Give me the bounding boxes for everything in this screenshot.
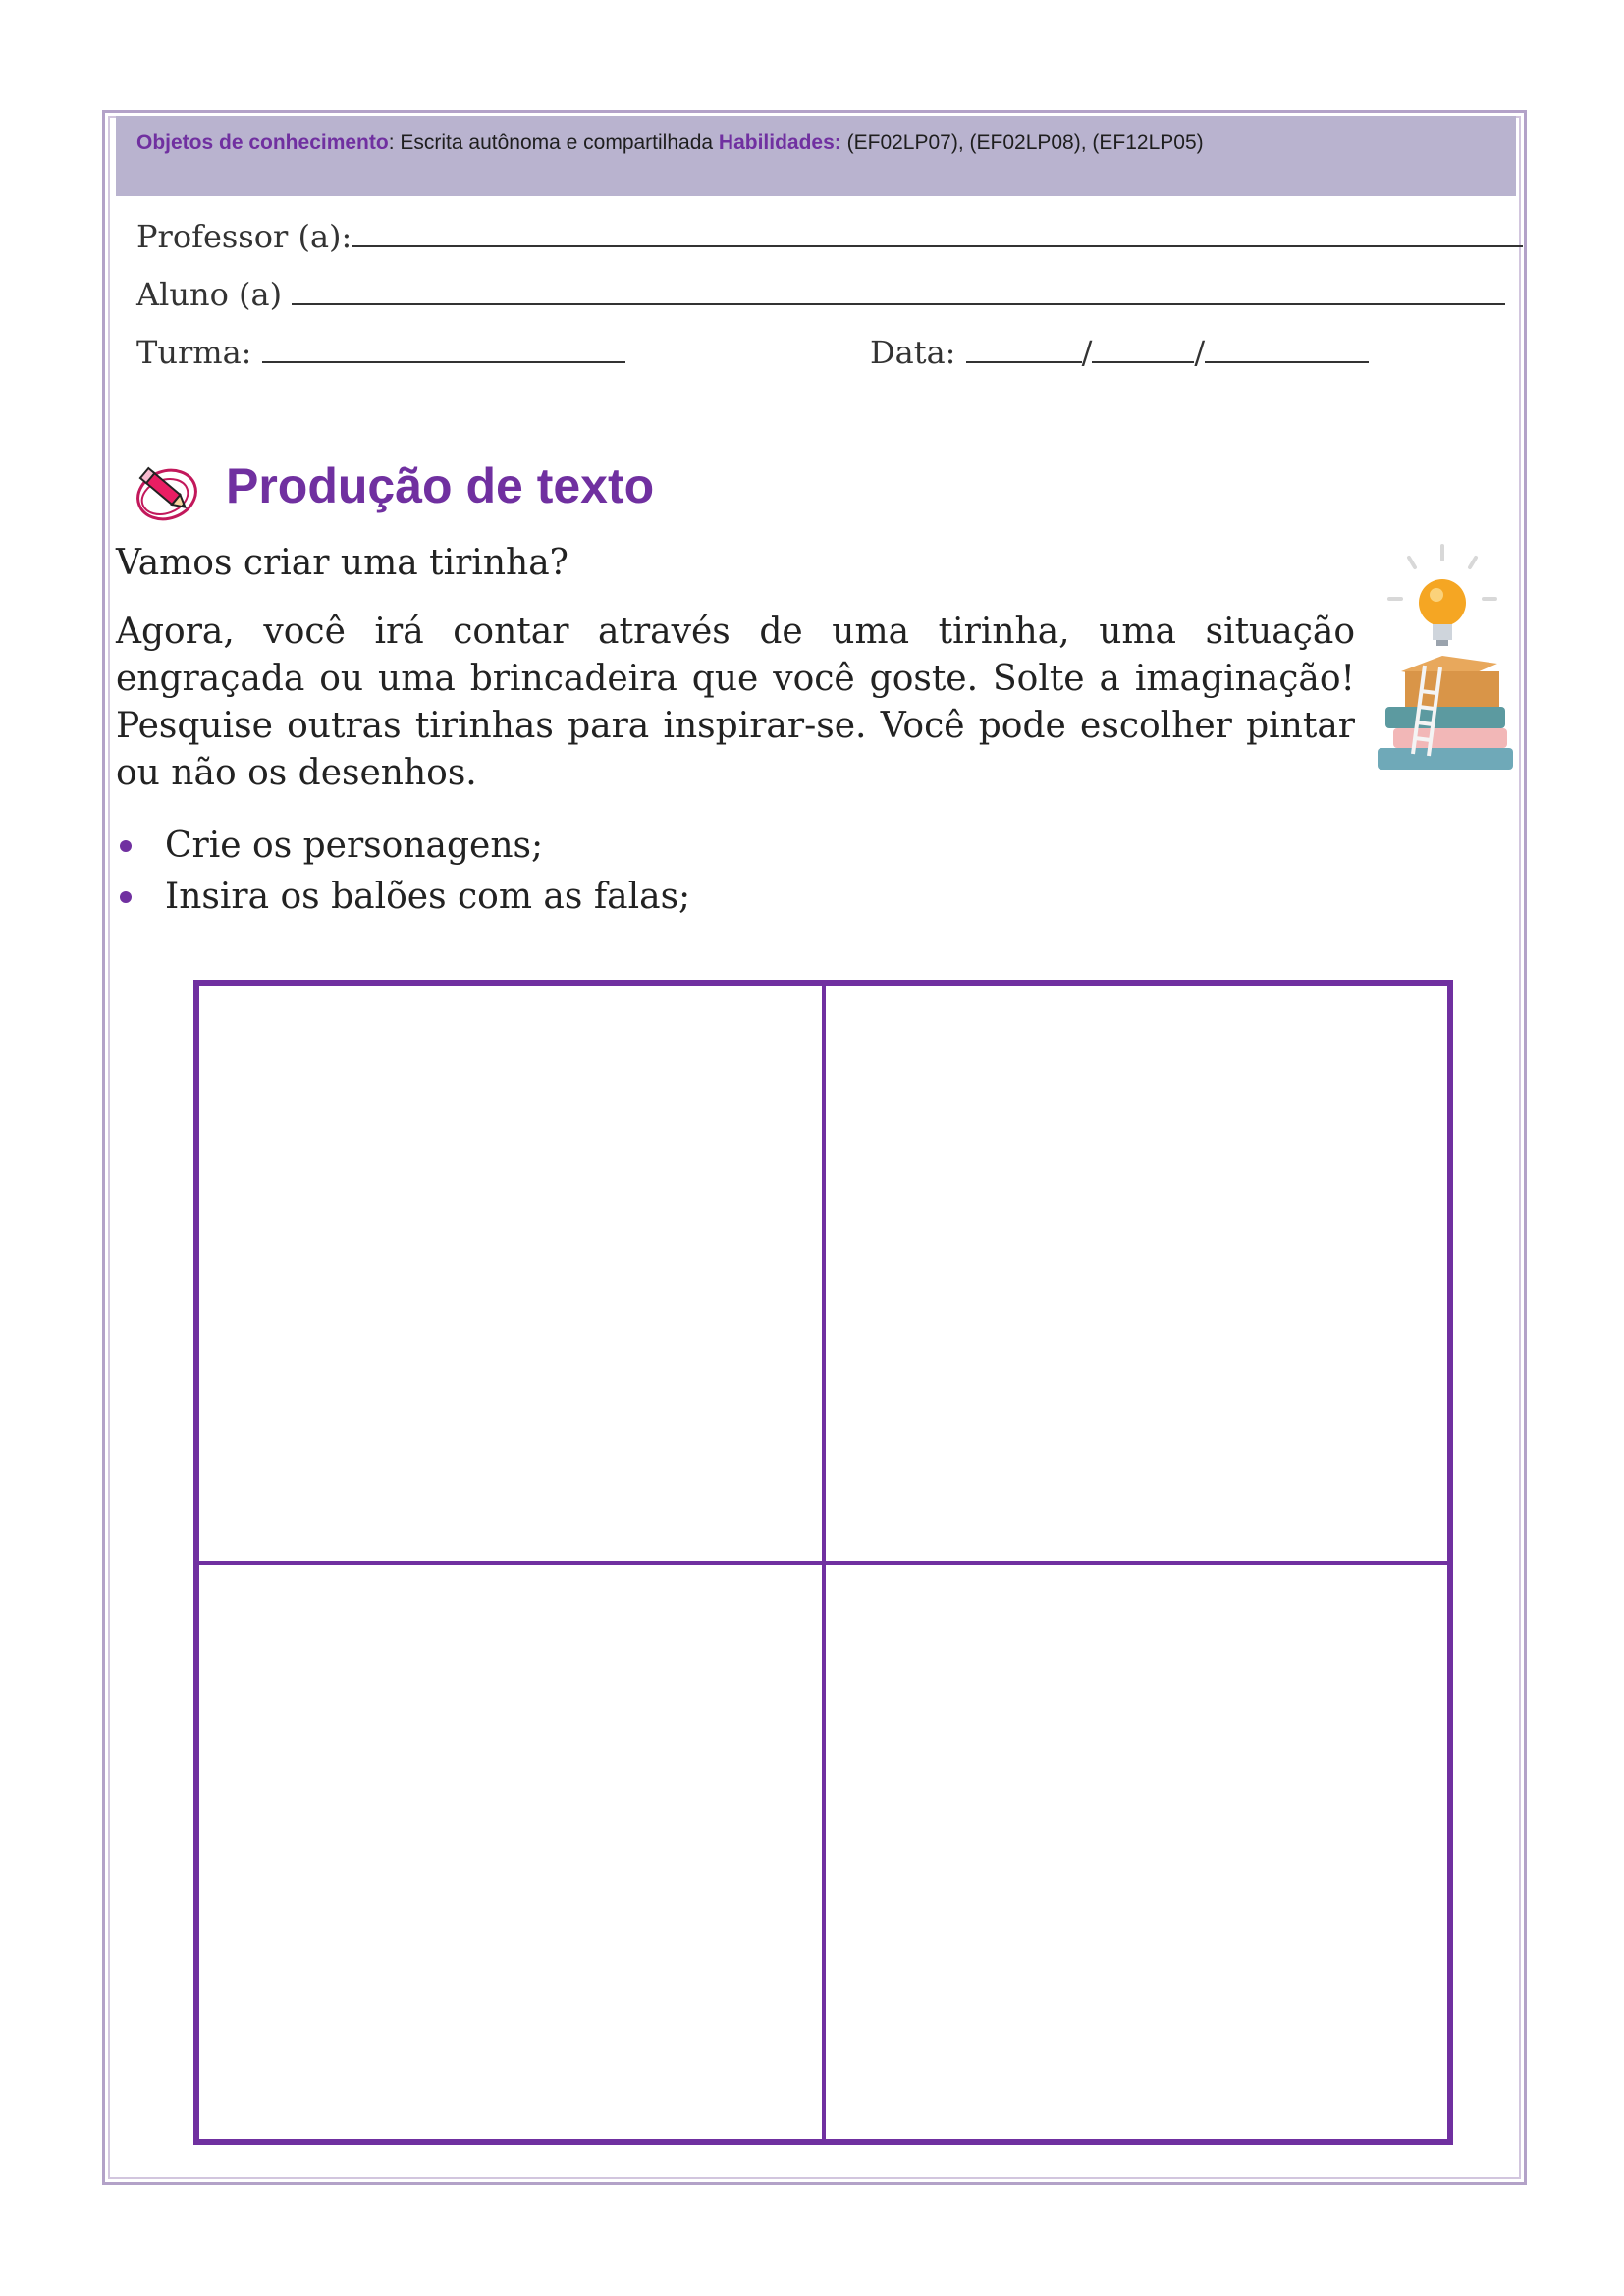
list-item: Insira os balões com as falas; <box>116 872 690 923</box>
date-separator: / <box>1194 334 1206 371</box>
comic-panel-1[interactable] <box>197 984 824 1563</box>
comic-strip-grid <box>193 980 1453 2145</box>
skills-label: Habilidades: <box>718 132 841 154</box>
objects-value: : Escrita autônoma e compartilhada <box>388 132 719 154</box>
date-day-line[interactable] <box>966 334 1082 363</box>
pencil-icon <box>132 459 200 524</box>
teacher-input-line[interactable] <box>352 218 1523 247</box>
teacher-field[interactable] <box>136 218 1523 255</box>
lightbulb-books-icon <box>1350 538 1517 783</box>
date-label: Data: <box>870 334 956 371</box>
header-objectives <box>136 132 1204 155</box>
bullet-icon <box>120 840 132 852</box>
comic-panel-3[interactable] <box>197 1563 824 2142</box>
instruction-list <box>116 821 690 923</box>
section-title: Produção de texto <box>226 458 655 513</box>
comic-panel-4[interactable] <box>824 1563 1450 2142</box>
student-input-line[interactable] <box>292 276 1505 305</box>
date-field[interactable] <box>870 334 1369 371</box>
class-field[interactable] <box>136 334 625 371</box>
date-month-line[interactable] <box>1092 334 1194 363</box>
teacher-label: Professor (a): <box>136 218 352 255</box>
comic-panel-2[interactable] <box>824 984 1450 1563</box>
student-field[interactable] <box>136 276 1505 313</box>
question-text: Vamos criar uma tirinha? <box>116 543 568 583</box>
objects-label: Objetos de conhecimento <box>136 132 389 154</box>
skills-value: (EF02LP07), (EF02LP08), (EF12LP05) <box>840 132 1204 154</box>
student-label: Aluno (a) <box>136 276 283 313</box>
header-band <box>116 116 1516 196</box>
list-item: Crie os personagens; <box>116 821 690 872</box>
class-input-line[interactable] <box>262 334 625 363</box>
bullet-icon <box>120 891 132 903</box>
instruction-paragraph: Agora, você irá contar através de uma tirinha, uma situação engraçada ou uma brincadeira que você goste. Solte a imaginação! Pesquise outras tirinhas para inspirar-se. Você pode escolher pintar ou não os desenhos. <box>116 612 1355 793</box>
date-year-line[interactable] <box>1205 334 1369 363</box>
date-separator: / <box>1081 334 1093 371</box>
class-label: Turma: <box>136 334 252 371</box>
